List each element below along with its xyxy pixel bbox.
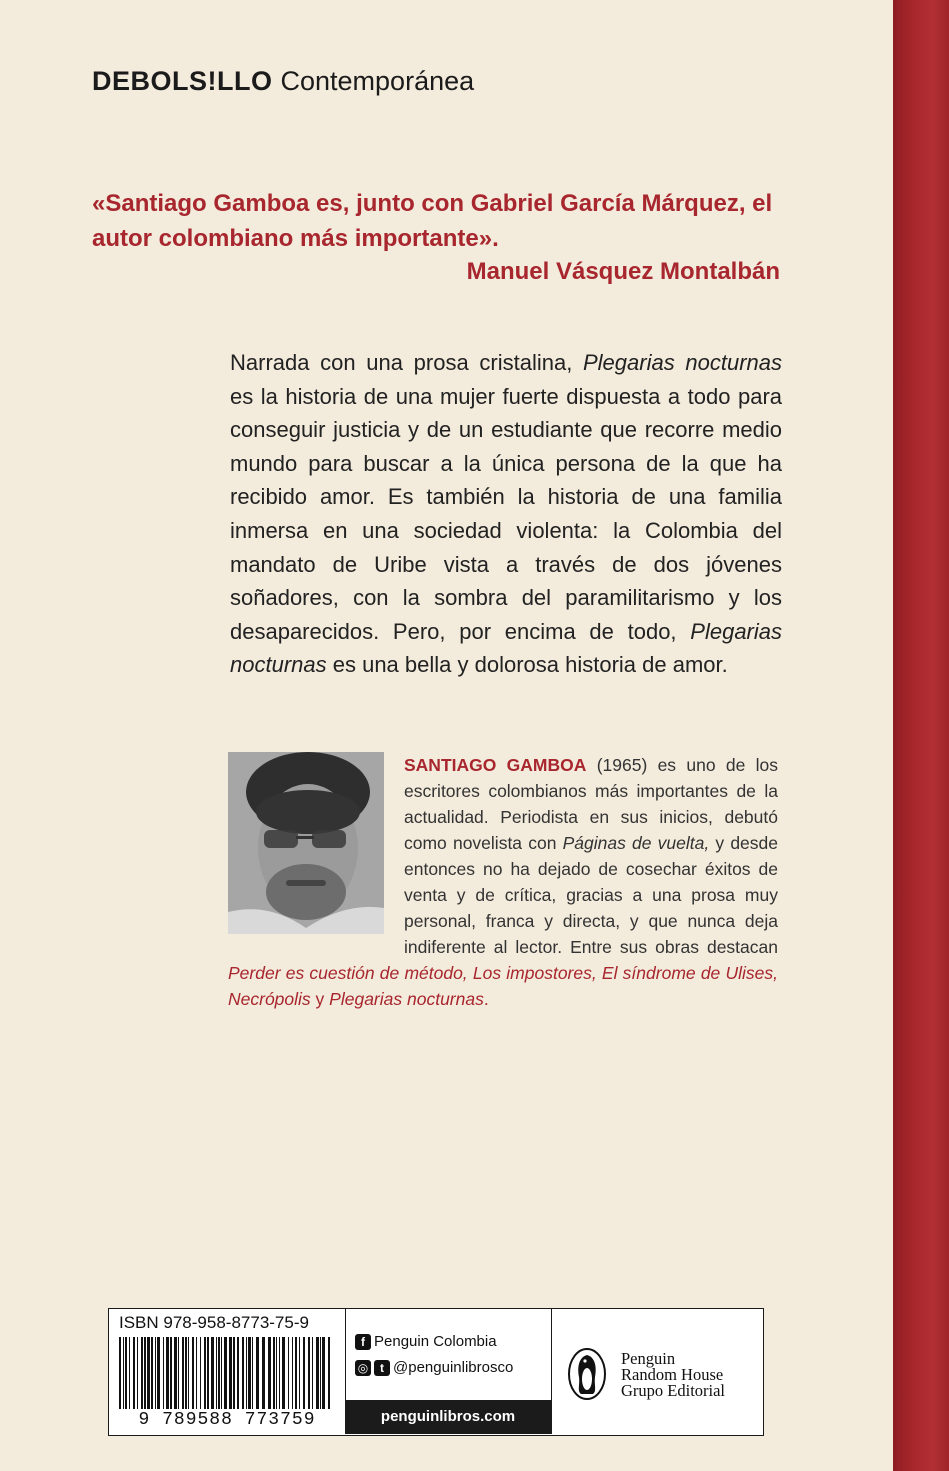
publisher-name bbox=[621, 1351, 725, 1399]
synopsis-text: es una bella y dolorosa historia de amor. bbox=[326, 652, 728, 678]
social-handle: @penguinlibrosco bbox=[393, 1359, 514, 1376]
imprint-logo: DEBOLS!LLO bbox=[92, 66, 273, 96]
instagram-icon: ◎ bbox=[355, 1360, 371, 1376]
blurb-author: Manuel Vásquez Montalbán bbox=[466, 258, 780, 285]
facebook-icon: f bbox=[355, 1334, 371, 1350]
spine-edge bbox=[893, 0, 949, 1471]
bio-text: y desde entonces no ha dejado de cosechar éxitos de venta y de crítica, gracias a una prosa muy personal, franca y directa, y que nunca deja indiferente al lector. Entre sus obras destacan bbox=[404, 833, 779, 957]
synopsis-text: es la historia de una mujer fuerte dispuesta a todo para conseguir justicia y de un estudiante que recorre medio mundo para buscar a la única persona de la que ha recibido amor. Es también la historia de una familia inmersa en una sociedad violenta: la Colombia del mandato de Uribe vista a través de dos jóvenes soñadores, con la sombra del paramilitarismo y los desaparecidos. Pero, por encima de todo, bbox=[230, 383, 782, 644]
book-title: Plegarias nocturnas bbox=[230, 618, 782, 678]
isbn-section bbox=[109, 1309, 346, 1434]
publisher-line: Random House bbox=[621, 1365, 724, 1384]
isbn-label: ISBN 978-958-8773-75-9 bbox=[119, 1313, 309, 1332]
works-end: . bbox=[483, 989, 489, 1009]
works-conjunction: y bbox=[310, 989, 330, 1009]
author-name: SANTIAGO GAMBOA bbox=[404, 755, 587, 775]
synopsis-text: Narrada con una prosa cristalina, bbox=[230, 350, 583, 375]
works-list: Perder es cuestión de método, Los impostores, El síndrome de Ulises, Necrópolis bbox=[228, 963, 778, 1009]
barcode bbox=[117, 1337, 337, 1409]
works-last: Plegarias nocturnas bbox=[329, 989, 484, 1009]
debut-novel: Páginas de vuelta, bbox=[562, 833, 710, 853]
blurb-quote: «Santiago Gamboa es, junto con Gabriel García Márquez, el autor colombiano más importante». bbox=[92, 190, 773, 252]
collection-name: Contemporánea bbox=[280, 66, 475, 96]
synopsis bbox=[230, 346, 782, 682]
facebook-row bbox=[355, 1333, 497, 1350]
penguin-logo-icon bbox=[567, 1347, 607, 1401]
barcode-digits: 9 789588 773759 bbox=[138, 1410, 316, 1430]
publisher-line: Penguin bbox=[621, 1349, 676, 1368]
publisher-line: Grupo Editorial bbox=[621, 1381, 726, 1400]
book-title: Plegarias nocturnas bbox=[582, 350, 782, 375]
collection-header bbox=[92, 66, 474, 97]
author-photo bbox=[228, 752, 384, 934]
website: penguinlibros.com bbox=[345, 1400, 551, 1434]
publisher-section bbox=[551, 1309, 762, 1434]
facebook-page: Penguin Colombia bbox=[374, 1333, 497, 1350]
social-section bbox=[345, 1309, 552, 1434]
social-handle-row bbox=[355, 1359, 513, 1376]
barcode-panel bbox=[108, 1308, 764, 1436]
bio-text: (1965) es uno de los escritores colombianos más importantes de la actualidad. Periodista en sus inicios, debutó como novelista con bbox=[404, 755, 778, 853]
twitter-icon: t bbox=[374, 1360, 390, 1376]
